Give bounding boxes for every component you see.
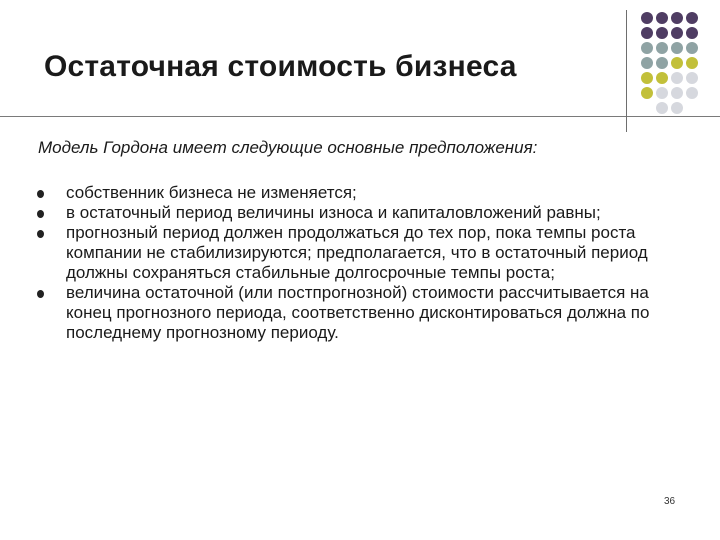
dot-grid-dot [656,27,668,39]
dot-grid-dot [641,12,653,24]
dot-grid-dot [641,57,653,69]
horizontal-divider [0,116,720,117]
dot-grid-dot [686,12,698,24]
page-number: 36 [664,496,676,507]
bullet-list [36,183,676,343]
bullet-icon [37,290,44,298]
dot-grid-dot [641,42,653,54]
bullet-icon [37,190,44,198]
dot-grid-dot [656,87,668,99]
dot-grid-dot [656,12,668,24]
bullet-text: величина остаточной (или постпрогнозной) стоимости рассчитывается на конец прогнозного периода, соответственно дисконтироваться должна по последнему прогнозному периоду. [66,283,650,342]
list-item [36,223,676,283]
list-item [36,183,676,203]
slide-title: Остаточная стоимость бизнеса [44,50,517,83]
dot-grid-dot [671,57,683,69]
intro-text: Модель Гордона имеет следующие основные предположения: [38,138,538,157]
bullet-icon [37,230,44,238]
dot-grid-dot [686,72,698,84]
dot-grid-dot [686,57,698,69]
dot-grid-dot [656,57,668,69]
list-item [36,283,676,343]
list-item [36,203,676,223]
dot-grid-dot [641,87,653,99]
dot-grid-dot [656,72,668,84]
dot-grid-dot [671,42,683,54]
dot-grid-dot [641,72,653,84]
bullet-text: собственник бизнеса не изменяется; [66,183,357,202]
dot-grid-dot [656,42,668,54]
dot-grid-dot [671,72,683,84]
bullet-text: прогнозный период должен продолжаться до тех пор, пока темпы роста компании не стабилизируются; предполагается, что в остаточный период должны сохраняться стабильные долгосрочные темпы роста; [66,223,648,282]
dot-grid-dot [671,12,683,24]
bullet-text: в остаточный период величины износа и капиталовложений равны; [66,203,601,222]
dot-grid-dot [641,27,653,39]
bullet-icon [37,210,44,218]
dot-grid-dot [686,42,698,54]
vertical-divider [626,10,627,132]
dot-grid-dot [656,102,668,114]
dot-grid-dot [671,27,683,39]
dot-grid-dot [671,102,683,114]
dot-grid-dot [686,27,698,39]
dot-grid-dot [671,87,683,99]
dot-grid-dot [686,87,698,99]
